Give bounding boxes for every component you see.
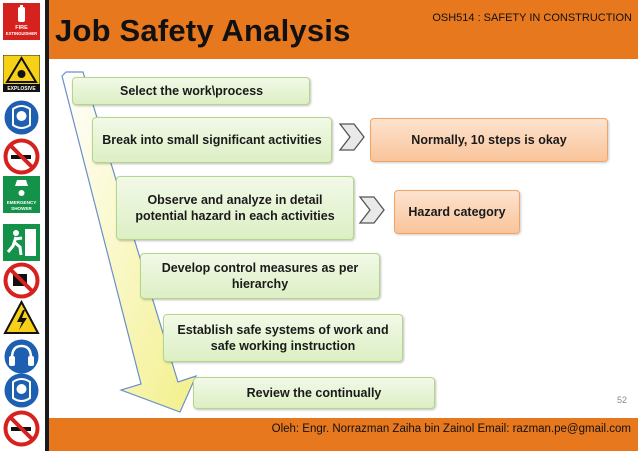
course-code: OSH514 : SAFETY IN CONSTRUCTION [432,12,632,24]
note-ten-steps: Normally, 10 steps is okay [370,118,608,162]
step-review: Review the continually [193,377,435,409]
page-title: Job Safety Analysis [55,13,351,48]
sign-label: FIRE [15,25,28,31]
note-hazard-category: Hazard category [394,190,520,234]
step-observe-hazard: Observe and analyze in detail potential hazard in each activities [116,176,354,240]
step-control-measures: Develop control measures as per hierarchy [140,253,380,299]
sign-label: EMERGENCY [6,200,37,205]
step-select-work: Select the work\process [72,77,310,105]
sign-label: EXTINGUISHER [5,31,38,36]
chevron-right-icon [338,122,366,152]
step-safe-systems: Establish safe systems of work and safe working instruction [163,314,403,362]
slide-number: 52 [617,395,628,405]
chevron-right-icon [358,195,386,225]
step-break-activities: Break into small significant activities [92,117,332,163]
footer-bar [49,418,638,451]
author-credit: Oleh: Engr. Norrazman Zaiha bin Zainol Email: razman.pe@gmail.com [271,423,631,435]
sign-label: EXPLOSIVE [7,86,36,92]
sign-label: SHOWER [11,206,32,211]
